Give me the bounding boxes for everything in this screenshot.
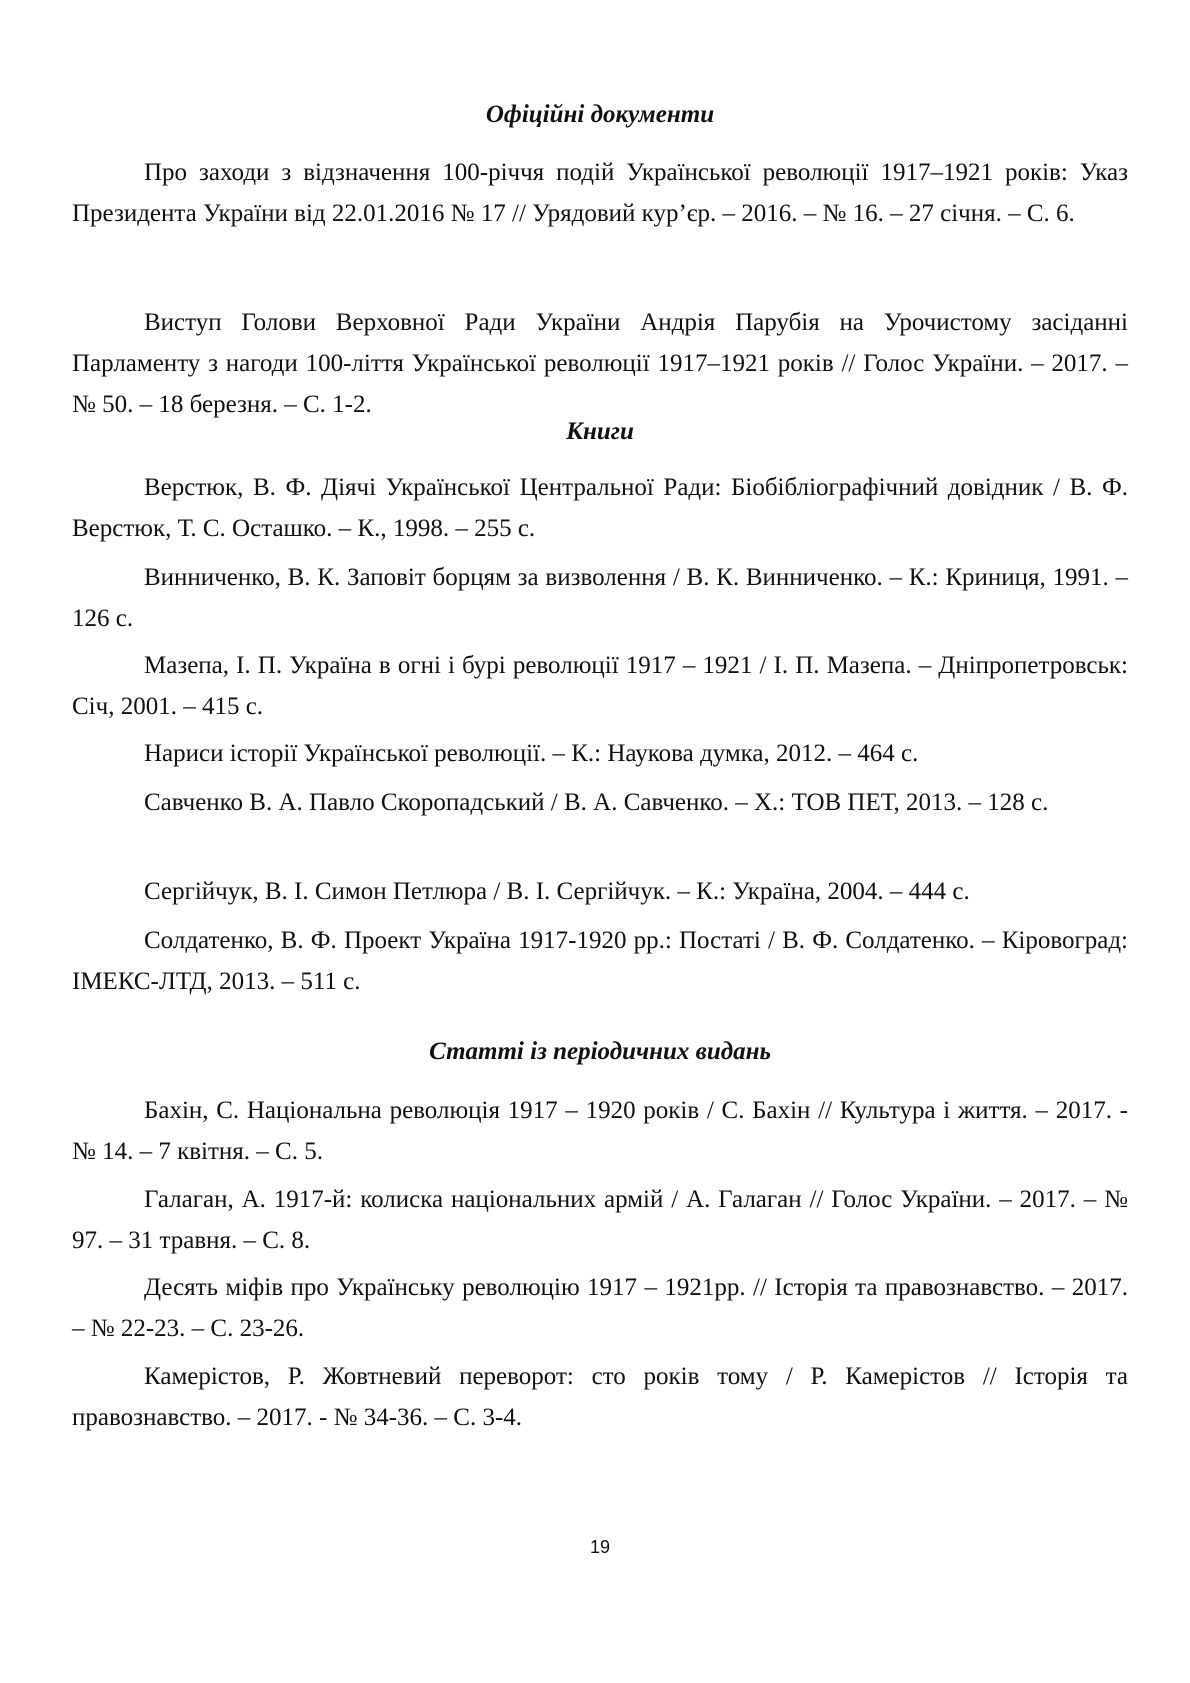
list-item: Бахін, С. Національна революція 1917 – 1920 років / С. Бахін // Культура і життя. – 2017. - № 14. – 7 квітня. – С. 5.: [72, 1097, 1128, 1165]
section-title-books: Книги: [566, 418, 634, 445]
list-item: Мазепа, І. П. Україна в огні і бурі революції 1917 – 1921 / І. П. Мазепа. – Дніпропетровськ: Січ, 2001. – 415 с.: [72, 652, 1128, 720]
list-item: Про заходи з відзначення 100-річчя подій Української революції 1917–1921 років: Указ Президента України від 22.01.2016 № 17 // Урядовий кур’єр. – 2016. – № 16. – 27 січня. – С. 6.: [72, 159, 1128, 227]
list-item: Солдатенко, В. Ф. Проект Україна 1917-1920 рр.: Постаті / В. Ф. Солдатенко. – Кіровоград: ІМЕКС-ЛТД, 2013. – 511 с.: [72, 927, 1128, 995]
section-title-official-documents: Офіційні документи: [485, 101, 715, 128]
list-item: Винниченко, В. К. Заповіт борцям за визволення / В. К. Винниченко. – К.: Криниця, 1991. – 126 с.: [72, 564, 1128, 632]
list-item: Савченко В. А. Павло Скоропадський / В. А. Савченко. – Х.: ТОВ ПЕТ, 2013. – 128 с.: [144, 789, 1049, 816]
page-number: 19: [589, 1537, 611, 1557]
list-item: Галаган, А. 1917-й: колиска національних армій / А. Галаган // Голос України. – 2017. – № 97. – 31 травня. – С. 8.: [72, 1186, 1128, 1254]
list-item: Нариси історії Української революції. – К.: Наукова думка, 2012. – 464 с.: [144, 740, 919, 767]
list-item: Верстюк, В. Ф. Діячі Української Центральної Ради: Біобібліографічний довідник / В. Ф. Верстюк, Т. С. Осташко. – К., 1998. – 255 с.: [72, 474, 1128, 542]
list-item: Камерістов, Р. Жовтневий переворот: сто років тому / Р. Камерістов // Історія та правознавство. – 2017. - № 34-36. – С. 3-4.: [72, 1363, 1128, 1431]
list-item: Виступ Голови Верховної Ради України Андрія Парубія на Урочистому засіданні Парламенту з нагоди 100-ліття Української революції 1917–1921 років // Голос України. – 2017. – № 50. – 18 березня. – С. 1-2.: [72, 309, 1128, 418]
section-title-periodicals: Статті із періодичних видань: [429, 1038, 771, 1065]
document-page: [72, 0, 1128, 1683]
list-item: Десять міфів про Українську революцію 1917 – 1921рр. // Історія та правознавство. – 2017. – № 22-23. – С. 23-26.: [72, 1274, 1128, 1342]
list-item: Сергійчук, В. І. Симон Петлюра / В. І. Сергійчук. – К.: Україна, 2004. – 444 с.: [144, 878, 970, 905]
